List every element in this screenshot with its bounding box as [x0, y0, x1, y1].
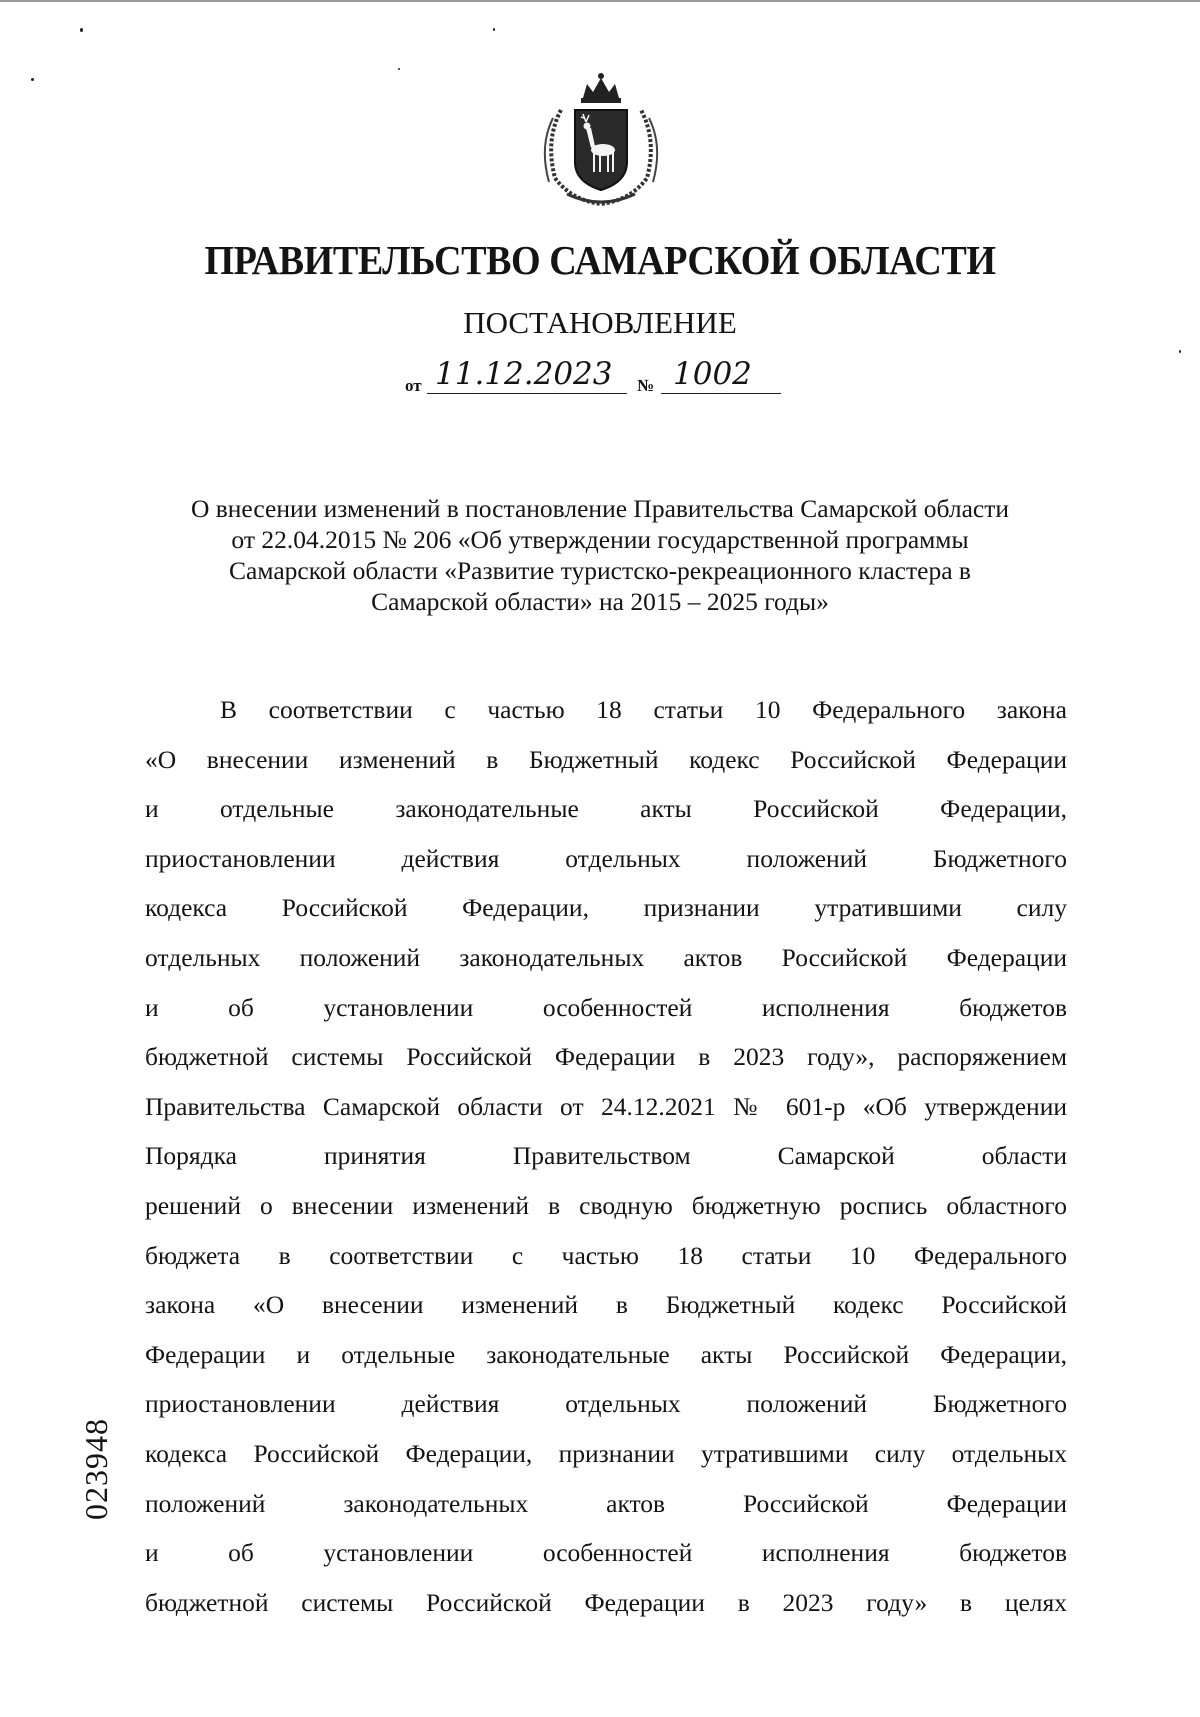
body-line: кодекса Российской Федерации, признании утратившими силу отдельных [145, 1438, 1067, 1468]
subject-line: от 22.04.2015 № 206 «Об утверждении государственной программы [231, 525, 969, 554]
scan-speck [493, 28, 495, 31]
body-line: приостановлении действия отдельных положений Бюджетного [145, 843, 1067, 873]
samara-coat-of-arms-icon [531, 70, 671, 210]
body-line: закона «О внесении изменений в Бюджетный кодекс Российской [145, 1290, 1067, 1320]
margin-serial-number: 023948 [78, 1418, 114, 1520]
handwritten-date: 11.12.2023 [435, 356, 613, 392]
scan-speck [31, 78, 34, 81]
body-line: бюджетной системы Российской Федерации в 2023 году» в целях [145, 1587, 1067, 1617]
scan-speck [1179, 350, 1181, 353]
body-paragraph [145, 685, 1067, 1627]
body-line: отдельных положений законодательных актов Российской Федерации [145, 942, 1067, 972]
number-prefix: № [637, 376, 655, 395]
body-line: Правительства Самарской области от 24.12.2021 № 601-р «Об утверждении [145, 1091, 1067, 1121]
scan-speck [80, 28, 83, 32]
body-line: и об установлении особенностей исполнения бюджетов [145, 1538, 1067, 1568]
scan-top-edge [0, 0, 1200, 2]
subject-line: Самарской области «Развитие туристско-рекреационного кластера в [229, 556, 971, 585]
document-type: ПОСТАНОВЛЕНИЕ [463, 305, 737, 340]
body-line: Федерации и отдельные законодательные акты Российской Федерации, [145, 1339, 1067, 1369]
body-line: «О внесении изменений в Бюджетный кодекс Российской Федерации [145, 744, 1067, 774]
date-prefix: от [405, 376, 422, 395]
body-line: В соответствии с частью 18 статьи 10 Федерального закона [220, 695, 1067, 724]
number-underline [661, 393, 781, 394]
date-underline [427, 393, 627, 394]
document-subject [0, 493, 1200, 617]
body-line: бюджета в соответствии с частью 18 статьи 10 Федерального [145, 1240, 1067, 1270]
body-line: кодекса Российской Федерации, признании утратившими силу [145, 893, 1067, 923]
body-line: и об установлении особенностей исполнения бюджетов [145, 992, 1067, 1022]
organization-title: ПРАВИТЕЛЬСТВО САМАРСКОЙ ОБЛАСТИ [204, 237, 996, 283]
body-line: бюджетной системы Российской Федерации в 2023 году», распоряжением [145, 1042, 1067, 1072]
body-line: Порядка принятия Правительством Самарской области [145, 1141, 1067, 1171]
body-line: решений о внесении изменений в сводную бюджетную роспись областного [145, 1190, 1067, 1220]
body-line: приостановлении действия отдельных положений Бюджетного [145, 1389, 1067, 1419]
body-line: и отдельные законодательные акты Российской Федерации, [145, 794, 1067, 824]
body-line: положений законодательных актов Российской Федерации [145, 1488, 1067, 1518]
handwritten-number: 1002 [673, 356, 752, 392]
subject-line: Самарской области» на 2015 – 2025 годы» [371, 587, 829, 616]
scan-speck [398, 68, 400, 70]
subject-line: О внесении изменений в постановление Правительства Самарской области [190, 494, 1010, 523]
